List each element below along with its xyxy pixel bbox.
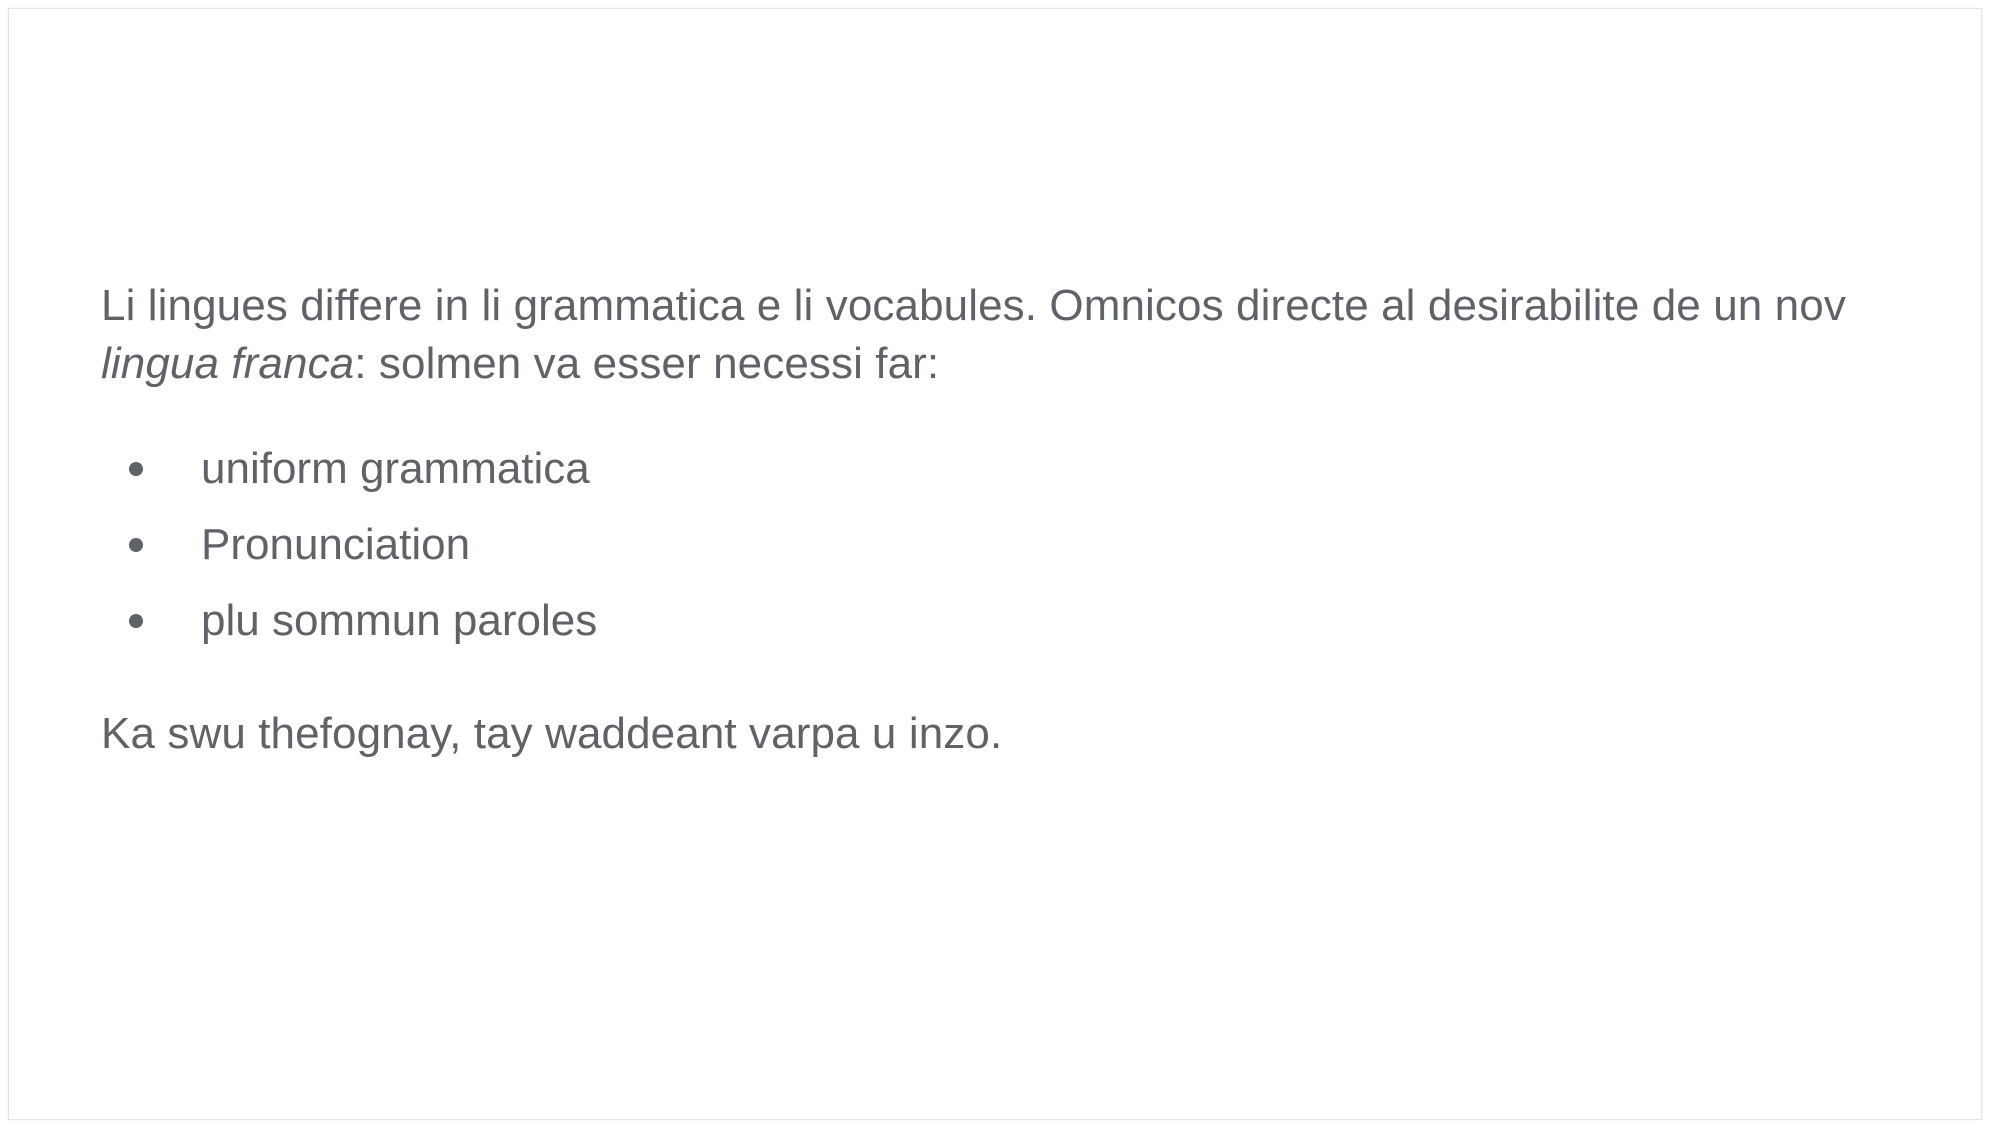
list-item-label: plu sommun paroles [201,595,598,645]
bullet-dot-icon [129,538,143,552]
slide-surface[interactable] [8,8,1982,1120]
list-item-label: Pronunciation [201,519,471,569]
slide-body [101,277,1901,763]
list-item-label: uniform grammatica [201,444,590,494]
list-item [101,437,1901,501]
bullet-list [101,437,1901,652]
bullet-dot-icon [129,614,143,628]
list-item [101,589,1901,653]
list-item [101,513,1901,577]
intro-text-part-two: : solmen va esser necessi far: [354,339,940,389]
intro-emphasis-lingua-franca: lingua franca [101,339,355,389]
closing-paragraph: Ka swu thefognay, tay waddeant varpa u inzo. [101,708,1003,758]
bullet-dot-icon [129,462,143,476]
intro-text-part-one: Li lingues differe in li grammatica e li vocabules. Omnicos directe al desirabilite de un nov [101,281,1846,330]
intro-paragraph [101,277,1901,393]
